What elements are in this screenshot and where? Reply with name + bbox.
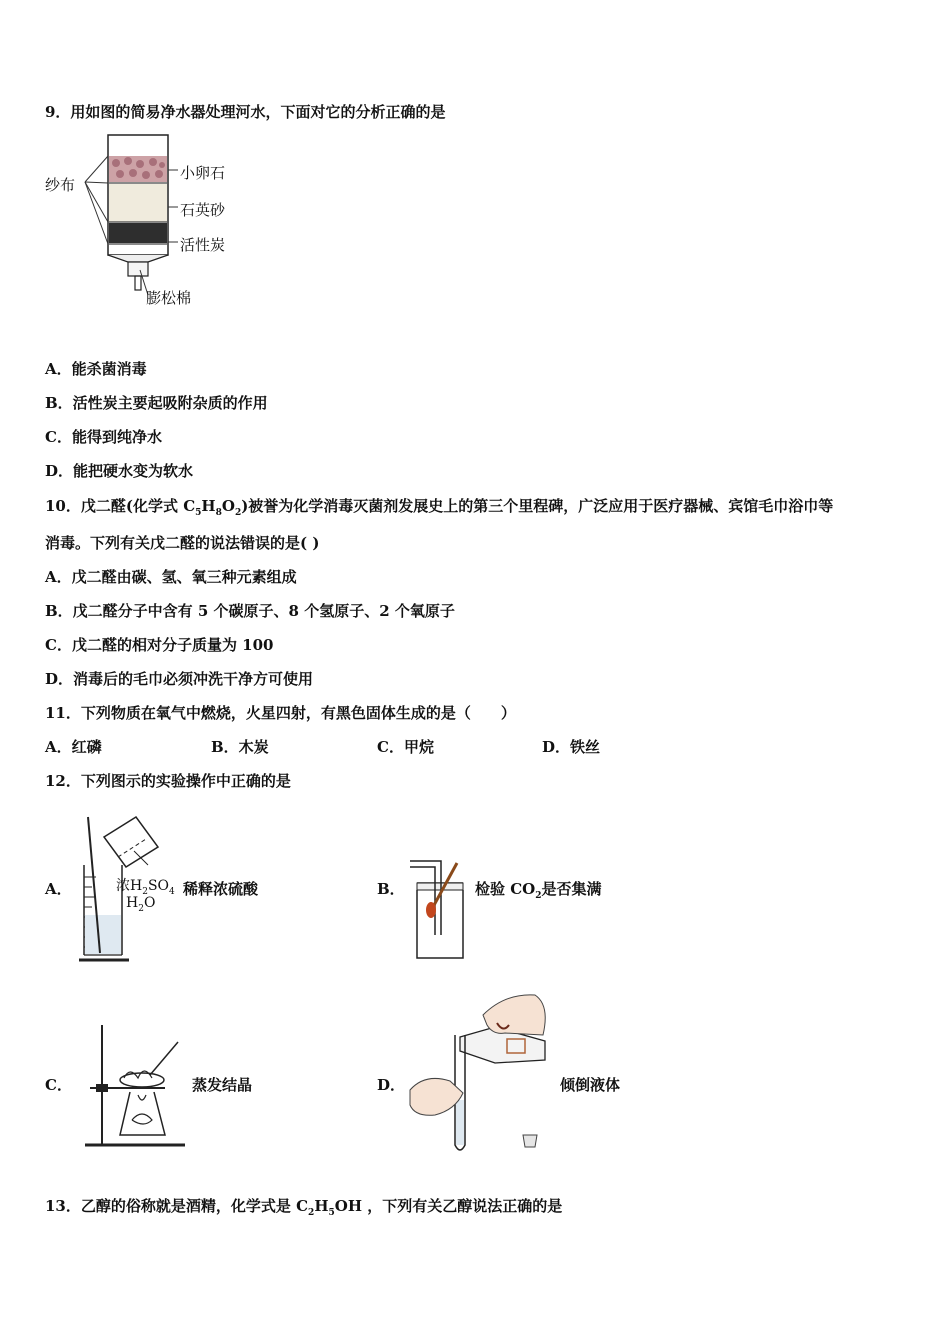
q10-option-a: A．戊二醛由碳、氢、氧三种元素组成 <box>45 568 297 586</box>
q11-stem: 11．下列物质在氧气中燃烧，火星四射，有黑色固体生成的是（ ） <box>45 704 516 722</box>
co2-test-diagram <box>405 855 470 965</box>
q12-a-letter: A． <box>45 880 72 898</box>
q11-option-a: A．红磷 <box>45 738 102 756</box>
label-quartz: 石英砂 <box>180 201 226 219</box>
q10-stem-line2: 消毒。下列有关戊二醛的说法错误的是( ) <box>45 534 320 552</box>
q10-option-c: C．戊二醛的相对分子质量为 100 <box>45 636 274 654</box>
label-pebble: 小卵石 <box>180 164 226 182</box>
q9-option-d: D．能把硬水变为软水 <box>45 462 194 480</box>
q13-stem: 13．乙醇的俗称就是酒精，化学式是 $C_2H_5OH$ ，下列有关乙醇说法正确的是 <box>45 1197 563 1218</box>
pouring-figure <box>405 985 555 1160</box>
dilution-label-water: $H_2O$ <box>126 895 156 914</box>
q12-b-text: 检验 $CO_2$是否集满 <box>475 880 602 901</box>
q9-option-b: B．活性炭主要起吸附杂质的作用 <box>45 394 268 412</box>
evaporation-diagram <box>80 1020 190 1150</box>
dilution-label-acid: 浓$H_2SO_4$ <box>116 878 175 897</box>
evaporation-figure <box>80 1020 190 1150</box>
q10-stem: 10．戊二醛(化学式 $C_5H_8O_2$)被誉为化学消毒灭菌剂发展史上的第三个里程碑，广泛应用于医疗器械、宾馆毛巾浴巾等 <box>45 497 834 518</box>
q11-option-c: C．甲烷 <box>377 738 434 756</box>
q12-c-text: 蒸发结晶 <box>192 1076 253 1094</box>
co2-test-figure <box>405 855 470 965</box>
pouring-diagram <box>405 985 555 1160</box>
q12-a-text: 稀释浓硫酸 <box>183 880 259 898</box>
water-filter-diagram <box>40 130 260 310</box>
q12-d-text: 倾倒液体 <box>560 1076 621 1094</box>
q12-b-letter: B． <box>377 880 405 898</box>
q12-c-letter: C． <box>45 1076 72 1094</box>
label-carbon: 活性炭 <box>180 236 226 254</box>
label-cotton: 膨松棉 <box>146 289 192 307</box>
q11-option-b: B．木炭 <box>211 738 269 756</box>
water-filter-figure <box>40 130 260 310</box>
q12-d-letter: D． <box>377 1076 406 1094</box>
q11-option-d: D．铁丝 <box>542 738 601 756</box>
q9-stem: 9．用如图的简易净水器处理河水，下面对它的分析正确的是 <box>45 103 446 121</box>
q12-stem: 12．下列图示的实验操作中正确的是 <box>45 772 291 790</box>
q9-option-a: A．能杀菌消毒 <box>45 360 147 378</box>
q10-option-b: B．戊二醛分子中含有 5 个碳原子、8 个氢原子、2 个氧原子 <box>45 602 455 620</box>
dilution-figure <box>74 815 184 965</box>
label-gauze: 纱布 <box>45 176 76 194</box>
q10-option-d: D．消毒后的毛巾必须冲洗干净方可使用 <box>45 670 314 688</box>
q9-option-c: C．能得到纯净水 <box>45 428 162 446</box>
